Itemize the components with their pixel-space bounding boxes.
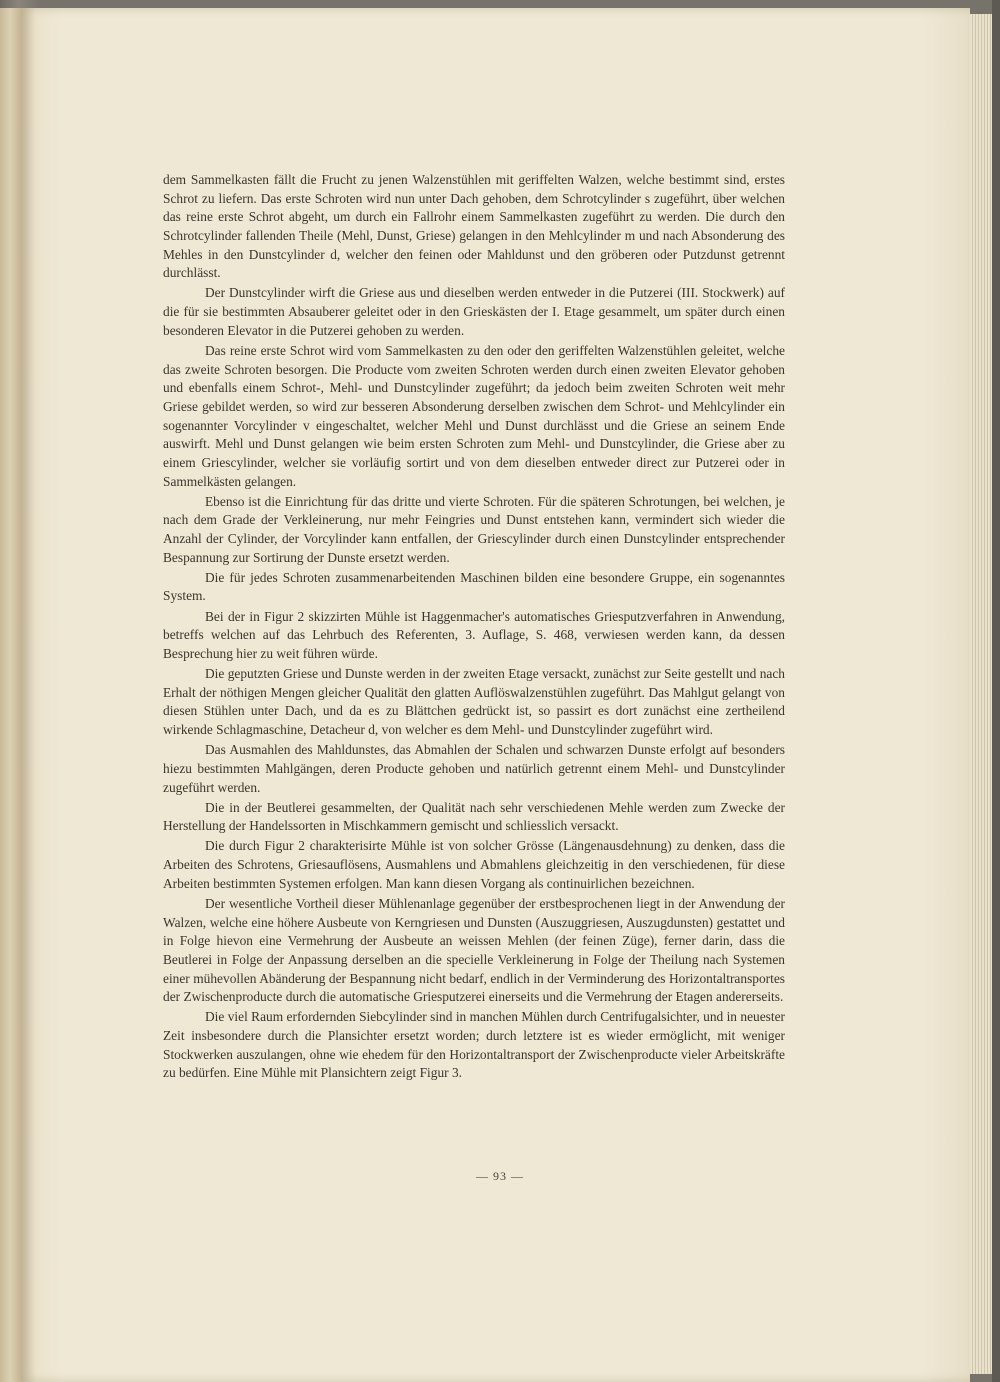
paragraph-9: Die in der Beutlerei gesammelten, der Qualität nach sehr verschiedenen Mehle werden zum Zwecke der Herstellung der Handelssorten in Mischkammern gemischt und schliesslich versackt. — [163, 799, 785, 834]
paragraph-7: Die geputzten Griese und Dunste werden in der zweiten Etage versackt, zunächst zur Seite gestellt und nach Erhalt der nöthigen Mengen gleicher Qualität den glatten Auflöswalzenstühlen zugeführt. Das Mahlgut gelangt von diesen Stühlen unter Dach, und da es zu Blättchen gedrückt ist, so passirt es dort zunächst eine zertheilend wirkende Schlagmaschine, Detacheur d, von welcher es dem Mehl- und Dunstcylinder zugeführt wird. — [163, 666, 785, 738]
paragraph-11: Der wesentliche Vortheil dieser Mühlenanlage gegenüber der erstbesprochenen liegt in der Anwendung der Walzen, welche eine höhere Ausbeute von Kerngriesen und Dunsten (Auszuggriesen, Auszugdunsten) gestattet und in Folge hievon eine Vermehrung der Ausbeute an weissen Mehlen (der feinen Züge), ferner darin, dass die Beutlerei in Folge der Anpassung derselben an die specielle Verkleinerung in Folge der Theilung nach Systemen einer mühevollen Abänderung der Bespannung nicht bedarf, endlich in der Verminderung des Horizontaltransportes der Zwischenproducte durch die automatische Griesputzerei einerseits und die Vermehrung der Etagen andererseits. — [163, 895, 785, 1005]
paragraph-12: Die viel Raum erfordernden Siebcylinder sind in manchen Mühlen durch Centrifugalsichter, und in neuester Zeit insbesondere durch die Plansichter ersetzt worden; durch letztere ist es wieder ermöglicht, mit weniger Stockwerken auszulangen, ohne wie ehedem für den Horizontaltransport der Zwischenproducte vieler Arbeitskräfte zu bedürfen. Eine Mühle mit Plansichtern zeigt Figur 3. — [163, 1009, 785, 1081]
paragraph-3: Das reine erste Schrot wird vom Sammelkasten zu den oder den geriffelten Walzenstühlen geleitet, welche das zweite Schroten besorgen. Die Producte vom zweiten Schroten werden durch einen zweiten Elevator gehoben und ebenfalls einem Schrot-, Mehl- und Dunstcylinder zugeführt; da jedoch beim zweiten Schroten weit mehr Griese gebildet werden, so wird zur besseren Absonderung derselben zwischen dem Schrot- und Mehlcylinder ein sogenannter Vorcylinder v eingeschaltet, welcher Mehl und Dunst durchlässt und die Griese an seinem Ende auswirft. Mehl und Dunst gelangen wie beim ersten Schroten zum Mehl- und Dunstcylinder, die Griese aber zu einem Griescylinder, welcher sie vorläufig sortirt und von dem dieselben entweder direct zur Putzerei oder in Sammelkästen gelangen. — [163, 342, 785, 489]
body-text — [163, 171, 785, 1083]
page-number: — 93 — — [476, 1169, 524, 1183]
paragraph-4: Ebenso ist die Einrichtung für das dritte und vierte Schroten. Für die späteren Schrotungen, bei welchen, je nach dem Grade der Verkleinerung, nur mehr Feingries und Dunst entstehen kann, vermindert sich wieder die Anzahl der Cylinder, der Vorcylinder kann entfallen, der Griescylinder durch einen Dunstcylinder entsprechender Bespannung zur Sortirung der Dunste ersetzt werden. — [163, 493, 785, 565]
paragraph-1: dem Sammelkasten fällt die Frucht zu jenen Walzenstühlen mit geriffelten Walzen, welche bestimmt sind, erstes Schrot zu liefern. Das erste Schroten wird nun unter Dach gehoben, dem Schrotcylinder s zugeführt, über welchen das reine erste Schrot abgeht, um durch ein Fallrohr einem Sammelkasten zugeführt zu werden. Die durch den Schrotcylinder fallenden Theile (Mehl, Dunst, Griese) gelangen in den Mehlcylinder m und nach Absonderung des Mehles in den Dunstcylinder d, welcher den feinen oder Mahldunst und den gröberen oder Putzdunst getrennt durchlässt. — [163, 172, 785, 281]
paragraph-2: Der Dunstcylinder wirft die Griese aus und dieselben werden entweder in die Putzerei (III. Stockwerk) auf die für sie bestimmten Absauberer geleitet oder in den Grieskästen der I. Etage gesammelt, um später durch einen besonderen Elevator in die Putzerei gehoben zu werden. — [163, 285, 785, 338]
paragraph-5: Die für jedes Schroten zusammenarbeitenden Maschinen bilden eine besondere Gruppe, ein sogenanntes System. — [163, 569, 785, 604]
paragraph-8: Das Ausmahlen des Mahldunstes, das Abmahlen der Schalen und schwarzen Dunste erfolgt auf besonders hiezu bestimmten Mahlgängen, deren Producte gehoben und natürlich getrennt einem Mehl- und Dunstcylinder zugeführt werden. — [163, 742, 785, 795]
paragraph-10: Die durch Figur 2 charakterisirte Mühle ist von solcher Grösse (Längenausdehnung) zu denken, dass die Arbeiten des Schrotens, Griesauflösens, Ausmahlens und Abmahlens gleichzeitig in den verschiedenen, für diese Arbeiten bestimmten Systemen erfolgen. Man kann diesen Vorgang als continuirlichen bezeichnen. — [163, 838, 785, 891]
paragraph-6: Bei der in Figur 2 skizzirten Mühle ist Haggenmacher's automatisches Griesputzverfahren in Anwendung, betreffs welchen auf das Lehrbuch des Referenten, 3. Auflage, S. 468, verwiesen werden kann, da dessen Besprechung hier zu weit führen würde. — [163, 608, 785, 661]
